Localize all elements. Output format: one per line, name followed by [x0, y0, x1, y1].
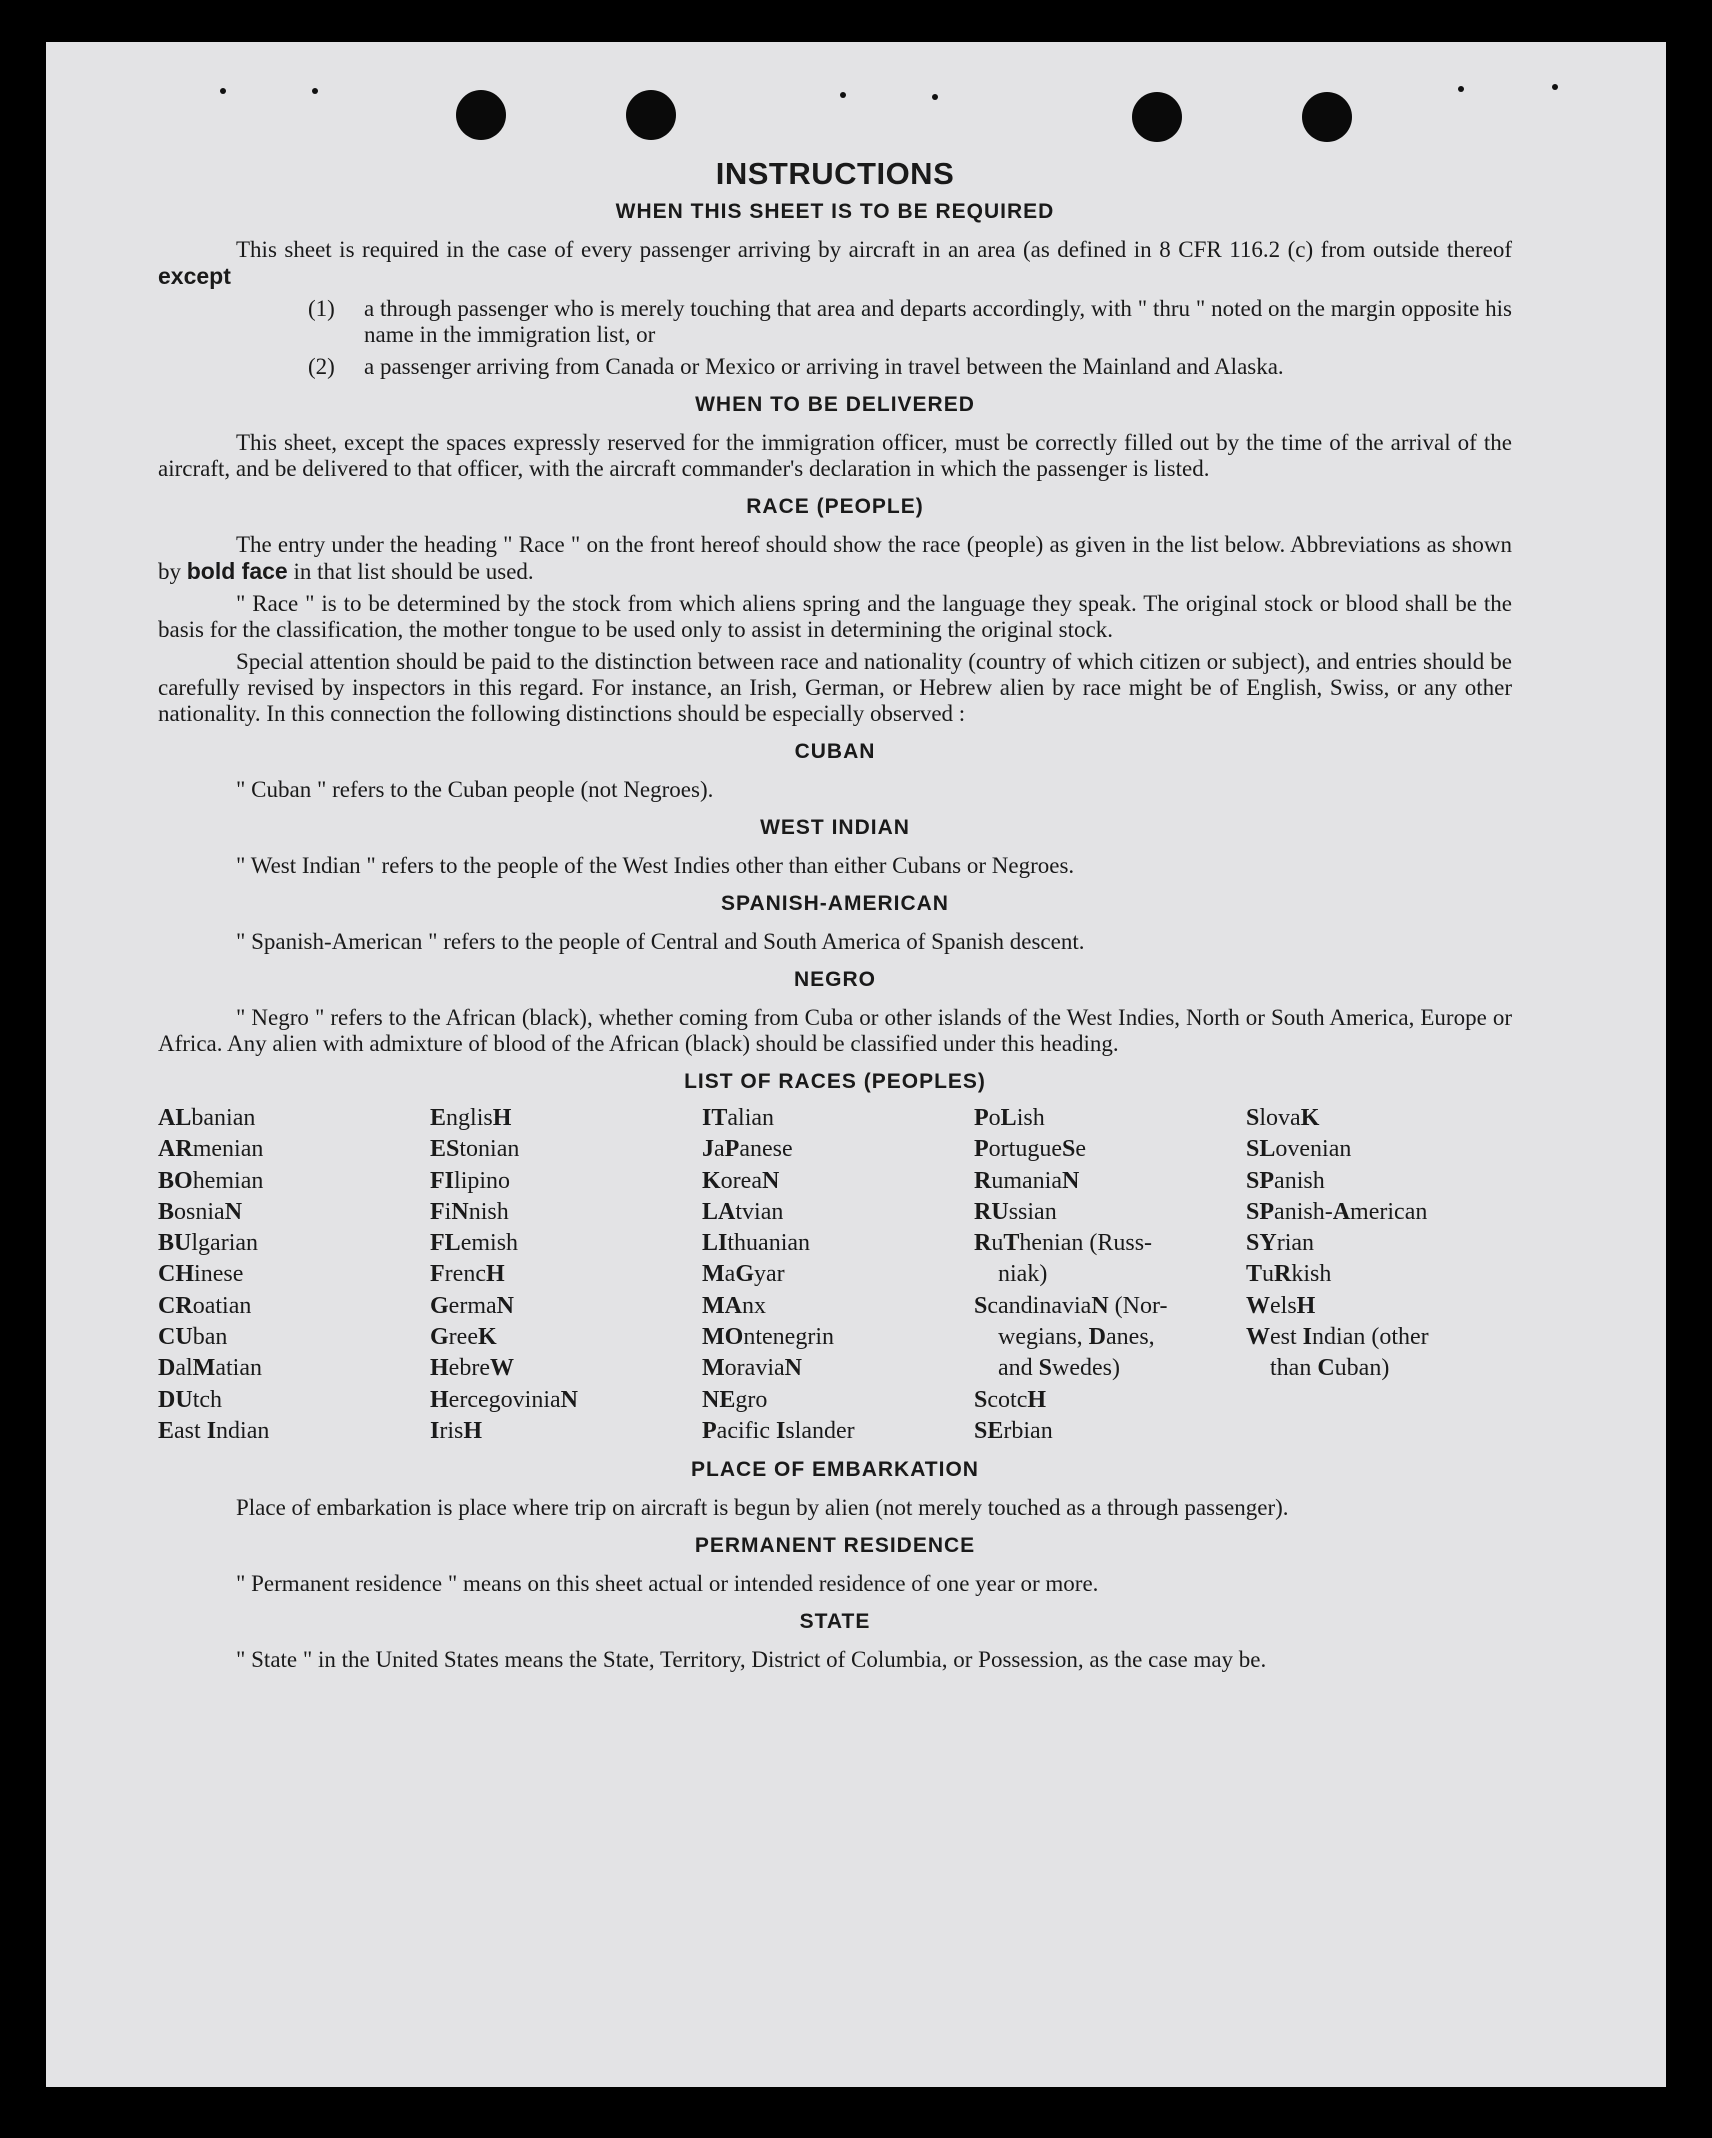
race-entry: JaPanese — [702, 1136, 793, 1163]
list-item — [308, 354, 1512, 380]
race-entry: ITalian — [702, 1105, 775, 1131]
race-entry: PoLish — [974, 1105, 1045, 1131]
punch-mark — [1458, 86, 1464, 92]
paragraph: Place of embarkation is place where trip on aircraft is begun by alien (not merely touched as a through passenger). — [236, 1495, 1289, 1521]
race-entry: NEgro — [702, 1386, 768, 1413]
race-entry: ALbanian — [158, 1105, 256, 1131]
emphasis-text: except — [158, 263, 231, 289]
race-entry: and Swedes) — [998, 1355, 1121, 1382]
item-text: a passenger arriving from Canada or Mexico or arriving in travel between the Mainland and Alaska. — [364, 354, 1284, 379]
race-entry: ScandinaviaN (Nor- — [974, 1292, 1168, 1319]
section-heading: STATE — [799, 1610, 871, 1634]
instructions-content — [158, 115, 1512, 1681]
races-heading: LIST OF RACES (PEOPLES) — [684, 1070, 986, 1093]
section-heading: WEST INDIAN — [760, 816, 910, 839]
emphasis-text: bold face — [186, 558, 288, 584]
list-item — [308, 296, 1512, 348]
race-entry: RumaniaN — [974, 1167, 1080, 1194]
paragraph-text: This sheet is required in the case of every passenger arriving by aircraft in an area (as defined in 8 CFR 116.2 (c) from outside thereof — [236, 237, 1512, 262]
race-entry: HercegoviniaN — [430, 1386, 578, 1413]
race-entry: BUlgarian — [158, 1230, 259, 1257]
item-number: (2) — [308, 354, 335, 379]
section-heading: PLACE OF EMBARKATION — [691, 1458, 979, 1482]
paragraph: " State " in the United States means the State, Territory, District of Columbia, or Possession, as the case may be. — [236, 1647, 1267, 1673]
race-entry: RuThenian (Russ- — [974, 1230, 1153, 1257]
race-entry: HebreW — [430, 1355, 514, 1382]
paragraph-text: in that list should be used. — [287, 559, 534, 584]
race-entry: SYrian — [1246, 1230, 1315, 1257]
race-entry: ScotcH — [974, 1386, 1047, 1413]
section-heading: PERMANENT RESIDENCE — [694, 1534, 976, 1558]
race-entry: CUban — [158, 1324, 228, 1351]
race-column — [702, 1103, 974, 1447]
race-entry: MoraviaN — [702, 1355, 802, 1382]
race-entry: BOhemian — [158, 1167, 264, 1194]
race-column — [158, 1103, 430, 1447]
race-entry: EStonian — [430, 1136, 520, 1163]
race-entry: SPanish — [1246, 1167, 1325, 1194]
race-entry: wegians, Danes, — [998, 1324, 1155, 1351]
section-heading: NEGRO — [793, 968, 876, 991]
race-column — [974, 1103, 1246, 1447]
race-entry: MAnx — [702, 1292, 766, 1319]
section-heading: SPANISH-AMERICAN — [721, 892, 949, 915]
race-column — [430, 1103, 702, 1447]
race-list — [158, 1103, 1512, 1447]
race-entry: than Cuban) — [1270, 1355, 1390, 1382]
paragraph: " Race " is to be determined by the stock from which aliens spring and the language they speak. The original stock or blood shall be the basis for the classification, the mother tongue to be used only to assist in determining the original stock. — [158, 591, 1512, 642]
race-entry: RUssian — [974, 1198, 1057, 1225]
paragraph — [158, 237, 1512, 290]
item-number: (1) — [308, 296, 335, 321]
section-heading: WHEN TO BE DELIVERED — [695, 393, 975, 416]
punch-mark — [932, 94, 938, 100]
paragraph: " Permanent residence " means on this sheet actual or intended residence of one year or more. — [236, 1571, 1099, 1597]
race-entry: EnglisH — [430, 1105, 512, 1131]
punch-mark — [1552, 84, 1558, 90]
paragraph — [158, 532, 1512, 585]
race-entry: CRoatian — [158, 1292, 252, 1319]
race-entry: WelsH — [1246, 1292, 1316, 1319]
page-title: INSTRUCTIONS — [715, 156, 955, 191]
paragraph-text: The entry under the heading " Race " on the front hereof should show the race (people) as given in the list below. Abbreviations as shown by — [158, 532, 1512, 584]
paragraph: Special attention should be paid to the distinction between race and nationality (country of which citizen or subject), and entries should be carefully revised by inspectors in this regard. For instance, an Irish, German, or Hebrew alien by race might be of English, Swiss, or any other nationality. In this connection the following distinctions should be especially observed : — [158, 649, 1512, 726]
race-column — [1246, 1103, 1518, 1447]
punch-mark — [840, 92, 846, 98]
race-entry: FrencH — [430, 1261, 505, 1288]
race-entry: TuRkish — [1246, 1261, 1332, 1288]
race-entry: DUtch — [158, 1386, 223, 1413]
race-entry: KoreaN — [702, 1167, 780, 1194]
paragraph: This sheet, except the spaces expressly reserved for the immigration officer, must be correctly filled out by the time of the arrival of the aircraft, and be delivered to that officer, with the aircraft commander's declaration in which the passenger is listed. — [158, 430, 1512, 481]
section-heading: WHEN THIS SHEET IS TO BE REQUIRED — [615, 200, 1055, 223]
race-entry: MOntenegrin — [702, 1324, 834, 1351]
race-entry: LAtvian — [702, 1198, 784, 1225]
race-entry: SlovaK — [1246, 1105, 1320, 1131]
race-entry: FLemish — [430, 1230, 519, 1257]
paragraph: " Negro " refers to the African (black), whether coming from Cuba or other islands of the West Indies, North or South America, Europe or Africa. Any alien with admixture of blood of the African (black) should be classified under this heading. — [158, 1005, 1512, 1056]
race-entry: MaGyar — [702, 1261, 785, 1288]
race-entry: West Indian (other — [1246, 1324, 1429, 1351]
race-entry: East Indian — [158, 1417, 270, 1444]
race-entry: Pacific Islander — [702, 1417, 855, 1444]
paragraph: " Spanish-American " refers to the people of Central and South America of Spanish descent. — [236, 929, 1085, 954]
section-heading: CUBAN — [794, 740, 876, 763]
race-entry: SLovenian — [1246, 1136, 1352, 1163]
race-entry: LIthuanian — [702, 1230, 811, 1257]
item-text: a through passenger who is merely touching that area and departs accordingly, with " thru " noted on the margin opposite his name in the immigration list, or — [364, 296, 1512, 347]
paragraph: " West Indian " refers to the people of the West Indies other than either Cubans or Negroes. — [236, 853, 1075, 878]
paragraph: " Cuban " refers to the Cuban people (not Negroes). — [236, 777, 714, 802]
race-entry: SErbian — [974, 1417, 1053, 1444]
race-entry: IrisH — [430, 1417, 483, 1444]
race-entry: GermaN — [430, 1292, 514, 1319]
race-entry: FIlipino — [430, 1167, 511, 1194]
race-entry: BosniaN — [158, 1198, 243, 1225]
punch-mark — [312, 88, 318, 94]
race-entry: SPanish-American — [1246, 1198, 1428, 1225]
race-entry: PortugueSe — [974, 1136, 1087, 1163]
race-entry: niak) — [998, 1261, 1048, 1288]
punch-mark — [220, 88, 226, 94]
race-entry: FiNnish — [430, 1198, 509, 1225]
race-entry: GreeK — [430, 1324, 497, 1351]
race-entry: ARmenian — [158, 1136, 264, 1163]
race-entry: DalMatian — [158, 1355, 262, 1382]
section-heading: RACE (PEOPLE) — [746, 495, 924, 518]
race-entry: CHinese — [158, 1261, 244, 1288]
